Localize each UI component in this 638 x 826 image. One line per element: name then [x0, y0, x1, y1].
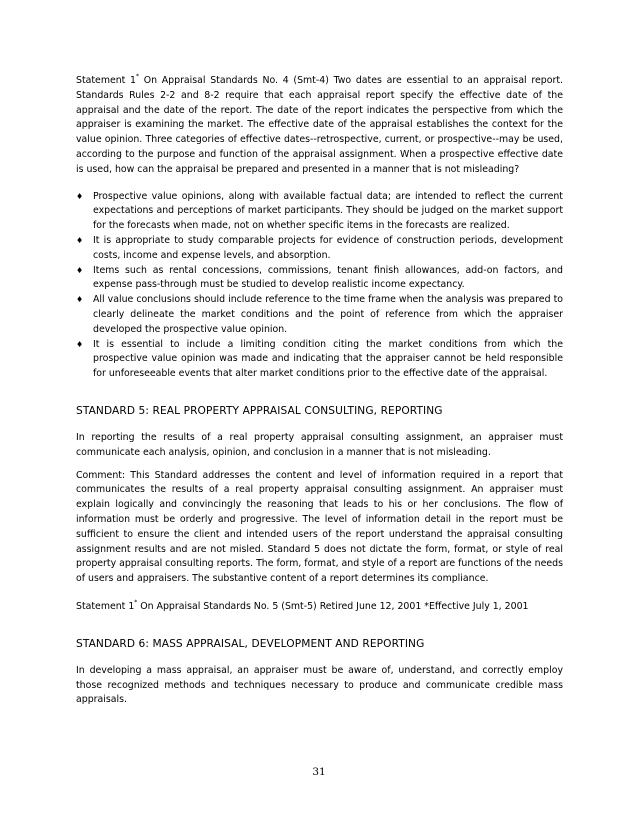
list-item: [76, 264, 563, 294]
standard5-heading: STANDARD 5: REAL PROPERTY APPRAISAL CONSULTING, REPORTING: [76, 404, 443, 417]
diamond-bullet-icon: ♦: [76, 265, 84, 275]
bullet-text: Items such as rental concessions, commissions, tenant finish allowances, add-on factors, and expense pass-through must be studied to develop realistic income expectancy.: [93, 264, 563, 291]
footnote-mark: *: [136, 73, 140, 80]
prospective-value-bullet-list: [76, 190, 563, 382]
standard6-intro-paragraph: In developing a mass appraisal, an appraiser must be aware of, understand, and correctly employ those recognized methods and techniques necessary to produce and communicate credible mass appraisals.: [76, 664, 563, 706]
diamond-bullet-icon: ♦: [76, 191, 84, 201]
list-item: [76, 293, 563, 337]
bullet-text: All value conclusions should include reference to the time frame when the analysis was prepared to clearly delineate the market conditions and the point of reference from which the appraiser developed the prospective value opinion.: [93, 294, 563, 335]
diamond-bullet-icon: ♦: [76, 339, 84, 349]
bullet-text: It is appropriate to study comparable projects for evidence of construction periods, development costs, income and expense levels, and absorption.: [93, 234, 563, 261]
standard5-comment-paragraph: Comment: This Standard addresses the content and level of information required in a report that communicates the results of a real property appraisal consulting assignment. An appraiser must explain logically and convincingly the reasoning that leads to his or her conclusions. The flow of information must be orderly and progressive. The level of information detail in the report must be sufficient to ensure the client and intended users of the report understand the appraisal consulting assignment results and are not misled. Standard 5 does not dictate the form, format, or style of real property appraisal consulting reports. The form, format, and style of a report are functions of the needs of users and appraisers. The substantive content of a report determines its compliance.: [76, 469, 563, 585]
page-number: 31: [312, 766, 326, 778]
list-item: [76, 190, 563, 234]
list-item: [76, 234, 563, 264]
bullet-text: It is essential to include a limiting condition citing the market conditions from which the prospective value opinion was made and indicating that the appraiser cannot be held responsible for unforeseeable events that alter market conditions prior to the effective date of the appraisal.: [93, 338, 563, 380]
statement-smt5-text: On Appraisal Standards No. 5 (Smt-5) Retired June 12, 2001 *Effective July 1, 2001: [137, 600, 529, 612]
page-content: [76, 74, 563, 708]
statement-smt5-lead: Statement 1: [76, 600, 135, 612]
statement-smt4-paragraph: [76, 74, 563, 178]
footnote-mark: *: [134, 598, 138, 606]
statement-smt5-paragraph: [76, 600, 563, 615]
bullet-text: Prospective value opinions, along with available factual data; are intended to reflect the current expectations and perceptions of market participants. They should be judged on the market support for the forecasts when made, not on whether specific items in the forecasts are realized.: [93, 190, 563, 232]
list-item: [76, 338, 563, 382]
diamond-bullet-icon: ♦: [76, 235, 84, 245]
standard5-intro-paragraph: In reporting the results of a real property appraisal consulting assignment, an appraiser must communicate each analysis, opinion, and conclusion in a manner that is not misleading.: [76, 431, 563, 458]
standard6-heading: STANDARD 6: MASS APPRAISAL, DEVELOPMENT AND REPORTING: [76, 637, 425, 650]
statement-smt4-text: On Appraisal Standards No. 4 (Smt-4) Two dates are essential to an appraisal report. Standards Rules 2-2 and 8-2 require that each appraisal report specify the effective date of the appraisal and the date of the report. The date of the report indicates the perspective from which the appraiser is examining the market. The effective date of the appraisal establishes the context for the value opinion. Three categories of effective dates--retrospective, current, or prospective--may be used, according to the purpose and function of the appraisal assignment. When a prospective effective date is used, how can the appraisal be prepared and presented in a manner that is not misleading?: [76, 75, 563, 175]
diamond-bullet-icon: ♦: [76, 295, 84, 305]
statement-smt4-lead: Statement 1: [76, 75, 137, 86]
